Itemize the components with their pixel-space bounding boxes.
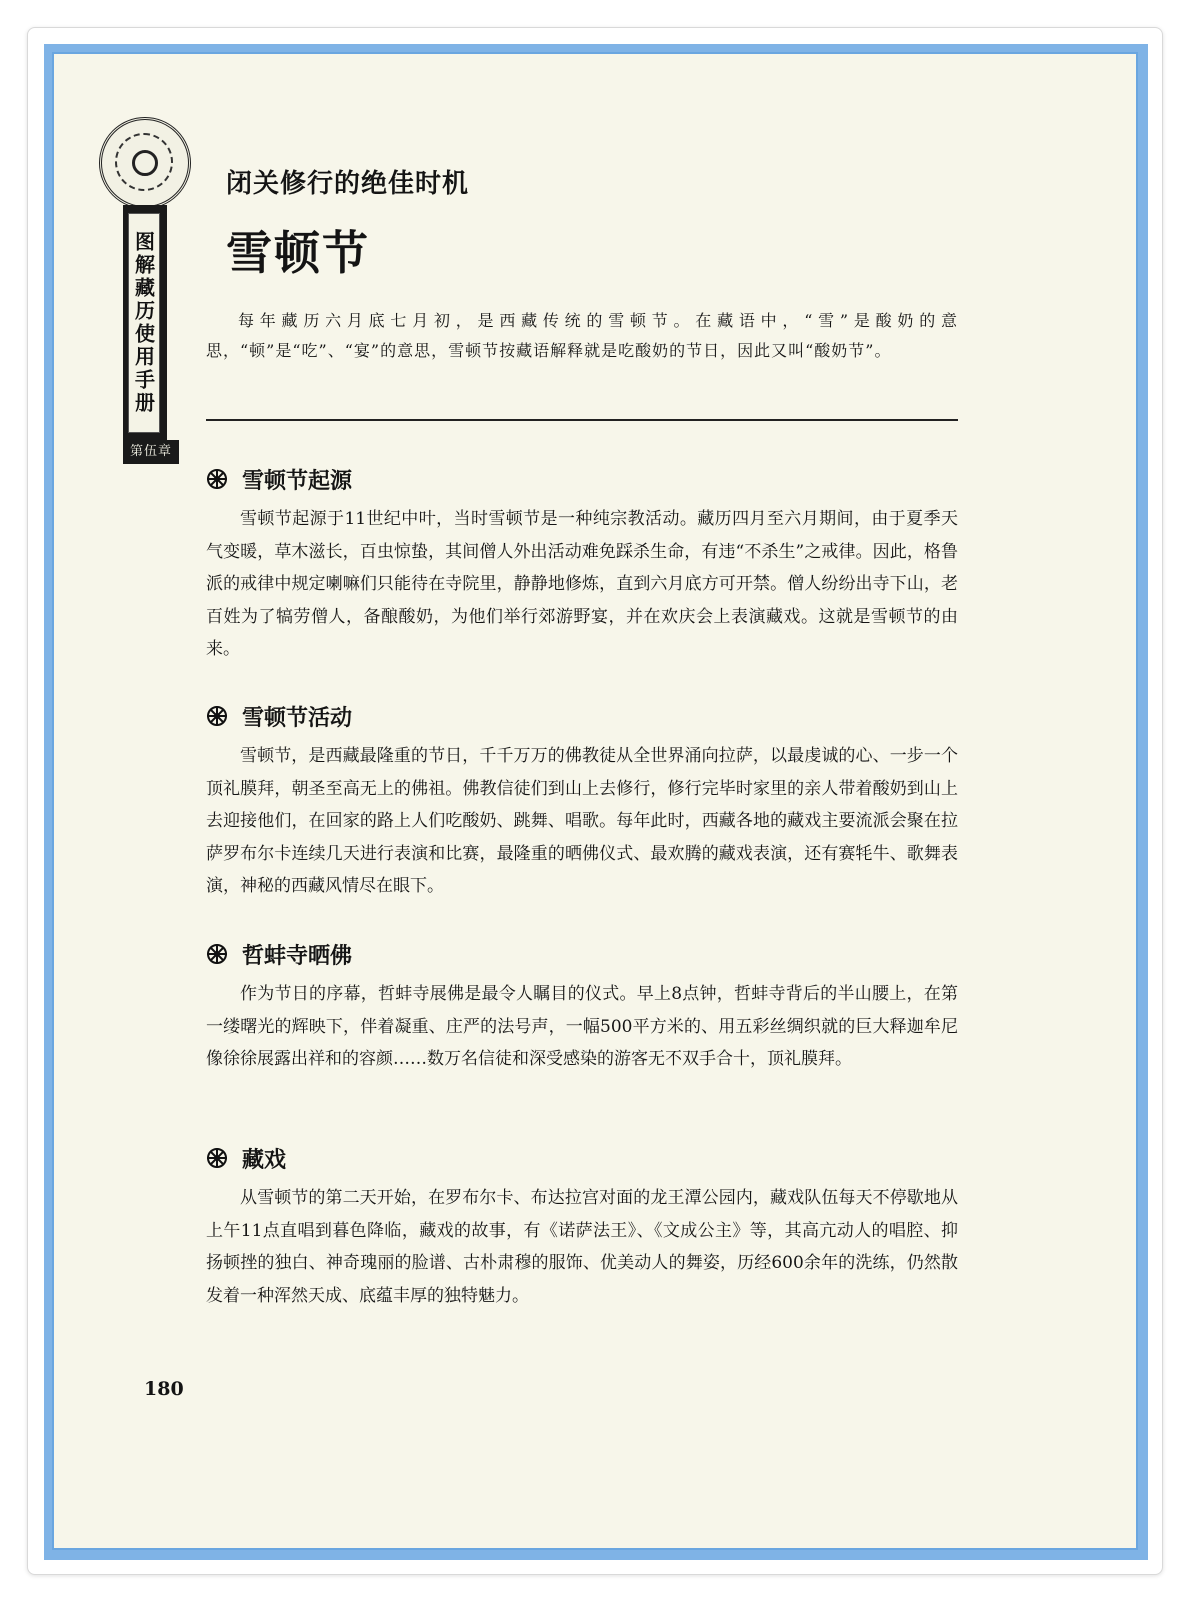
side-tab-label: 图解藏历使用手册 bbox=[128, 213, 160, 433]
section-heading bbox=[206, 1142, 958, 1174]
section-title: 哲蚌寺晒佛 bbox=[242, 943, 353, 969]
dharma-wheel-icon bbox=[206, 943, 228, 965]
dharma-wheel-icon bbox=[206, 705, 228, 727]
dharma-wheel-icon bbox=[206, 468, 228, 490]
divider bbox=[206, 419, 958, 421]
page-title: 雪顿节 bbox=[226, 226, 370, 280]
side-tab bbox=[123, 205, 167, 442]
section-drepung bbox=[206, 938, 958, 1076]
section-activities bbox=[206, 700, 958, 903]
section-title: 雪顿节活动 bbox=[242, 705, 353, 731]
section-body: 雪顿节，是西藏最隆重的节日，千千万万的佛教徒从全世界涌向拉萨，以最虔诚的心、一步一个顶礼膜拜，朝圣至高无上的佛祖。佛教信徒们到山上去修行，修行完毕时家里的亲人带着酸奶到山上去迎接他们，在回家的路上人们吃酸奶、跳舞、唱歌。每年此时，西藏各地的藏戏主要流派会聚在拉萨罗布尔卡连续几天进行表演和比赛，最隆重的晒佛仪式、最欢腾的藏戏表演，还有赛牦牛、歌舞表演，神秘的西藏风情尽在眼下。 bbox=[206, 746, 958, 896]
page-subtitle: 闭关修行的绝佳时机 bbox=[226, 169, 470, 199]
page-number: 180 bbox=[144, 1378, 184, 1400]
section-tibetan-opera bbox=[206, 1142, 958, 1312]
section-origin bbox=[206, 463, 958, 666]
section-body: 雪顿节起源于11世纪中叶，当时雪顿节是一种纯宗教活动。藏历四月至六月期间，由于夏季天气变暖，草木滋长，百虫惊蛰，其间僧人外出活动难免踩杀生命，有违“不杀生”之戒律。因此，格鲁派的戒律中规定喇嘛们只能待在寺院里，静静地修炼，直到六月底方可开禁。僧人纷纷出寺下山，老百姓为了犒劳僧人，备酿酸奶，为他们举行郊游野宴，并在欢庆会上表演藏戏。这就是雪顿节的由来。 bbox=[206, 509, 958, 659]
section-title: 雪顿节起源 bbox=[242, 468, 353, 494]
section-body: 从雪顿节的第二天开始，在罗布尔卡、布达拉宫对面的龙王潭公园内，藏戏队伍每天不停歇地从上午11点直唱到暮色降临，藏戏的故事，有《诺萨法王》、《文成公主》等，其高亢动人的唱腔、抑扬顿挫的独白、神奇瑰丽的脸谱、古朴肃穆的服饰、优美动人的舞姿，历经600余年的洗练，仍然散发着一种浑然天成、底蕴丰厚的独特魅力。 bbox=[206, 1188, 958, 1306]
intro-paragraph: 每年藏历六月底七月初，是西藏传统的雪顿节。在藏语中，“雪”是酸奶的意思，“顿”是“吃”、“宴”的意思，雪顿节按藏语解释就是吃酸奶的节日，因此又叫“酸奶节”。 bbox=[206, 311, 958, 360]
section-title: 藏戏 bbox=[242, 1147, 287, 1173]
section-heading bbox=[206, 700, 958, 732]
mandala-emblem-icon bbox=[99, 117, 191, 209]
section-body: 作为节日的序幕，哲蚌寺展佛是最令人瞩目的仪式。早上8点钟，哲蚌寺背后的半山腰上，在第一缕曙光的辉映下，伴着凝重、庄严的法号声，一幅500平方米的、用五彩丝绸织就的巨大释迦牟尼像徐徐展露出祥和的容颜……数万名信徒和深受感染的游客无不双手合十，顶礼膜拜。 bbox=[206, 984, 958, 1069]
section-heading bbox=[206, 938, 958, 970]
dharma-wheel-icon bbox=[206, 1147, 228, 1169]
section-heading bbox=[206, 463, 958, 495]
chapter-tab: 第伍章 bbox=[123, 440, 179, 464]
